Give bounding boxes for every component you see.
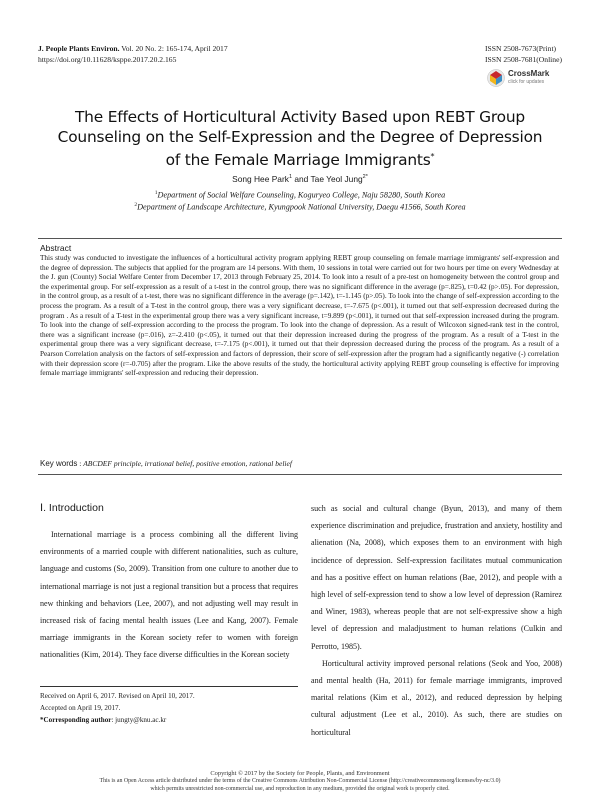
affiliation-2-text: Department of Landscape Architecture, Kyungpook National University, Daegu 41566, South Korea	[137, 202, 466, 212]
intro-paragraph-3: Horticultural activity improved personal relations (Seok and Yoo, 2008) and mental health (Ha, 2011) for female marriage immigrants, improved marital relations (Kim et al., 2012), and reduced depression by helping cultural adjustment (Lee et al., 2010). As such, there are studies on horticultural	[311, 658, 562, 737]
corresponding-label: *Corresponding author	[40, 716, 112, 724]
keywords-separator: :	[77, 459, 84, 468]
article-notes	[40, 690, 298, 726]
page-footer	[40, 770, 560, 793]
affiliation-1-text: Department of Social Welfare Counseling, Koguryeo College, Naju 58280, South Korea	[157, 190, 446, 200]
crossmark-sub: click for updates	[508, 79, 545, 85]
doi-link[interactable]: https://doi.org/10.11628/ksppe.2017.20.2.165	[38, 54, 177, 64]
license-line-2: which permits unrestricted non-commercial use, and reproduction in any medium, provided the original work is properly cited.	[150, 785, 450, 792]
intro-right-column	[311, 500, 562, 741]
crossmark-badge[interactable]	[487, 67, 557, 89]
affiliation-2	[40, 202, 560, 212]
keywords-label: Key words	[40, 459, 78, 468]
intro-paragraph-1: International marriage is a process combining all the different living environments of a married couple with different nationalities, such as culture, language and customs (So, 2009). Transition from one culture to another due to international marriage is not just a regional transition but a process that requires new thinking and behaviors (Lee, 2007), and not adjusting well may result in increased risk of facing mental health issues (Lee and Kang, 2007). Female marriage immigrants in the Korean society refer to women with foreign nationalities (Kim, 2014). They face diverse difficulties in the Korean society	[40, 530, 298, 660]
journal-volume: Vol. 20 No. 2: 165-174, April 2017	[119, 44, 228, 53]
accepted-date: Accepted on April 19, 2017.	[40, 704, 121, 712]
abstract-text: This study was conducted to investigate the influences of a horticultural activity program applying REBT group counseling on female marriage immigrants' self-expression and the degree of depression. The subjects that applied for the program are 14 persons. With them, 10 sessions in total were carried out for two hours per time on every Wednesday at the J. gun (County) Social Welfare Center from December 17, 2013 through February 25, 2014. To look into a result of a pre-test on homogeneity between the control group and the experimental group. For self-expression as a result of a t-test in the control group, there was no significant difference in the average (p=.825), t=0.42 (p>.05). For depression, in the control group, as a result of a t-test, there was no significant difference in the average (p=.142), t=-1.145 (p>.05). To look into the change of self-expression according to the process the program. As a result of a T-test in the control group, there was a very significant decrease, t=-7.675 (p<.001), it turned out that self-expression decreased during the program . As a result of a T-test in the experimental group there was a very significant increase, t=9.899 (p<.001), it turned out that self-expression increased during the program. To look into the change of self-expression according to the process the program. To look into the change of depression. As a result of Wilcoxon signed-rank test in the control, there was a significant increase (p=.016), z=-2.410 (p<.05), it turned out that their depression increased during the progress of the program. As a result of a T-test in the experimental group there was a very significant decrease, t=-7.175 (p<.001), it turned out that their depression decreased during the process of the program. As a result of a Pearson Correlation analysis on the factors of self-expression and factors of depression, their score of self-expression after the program had a significantly negative (-) correlation with their depression score (r=-0.705) after the program. Like the above results of the study, the horticultural activity applying REBT group counseling is effective for improving female marriage immigrants' self-expression and reducing their depression.	[40, 254, 559, 378]
issn-block	[485, 44, 562, 65]
title-line-3: of the Female Marriage Immigrants	[165, 151, 431, 170]
issn-online: ISSN 2508-7681(Online)	[485, 54, 562, 64]
author-2-sup: 2*	[362, 174, 368, 181]
copyright-notice: Copyright © 2017 by the Society for People, Plants, and Environment	[210, 770, 390, 777]
affiliation-2-sup: 2	[134, 202, 138, 208]
author-1-sup: 1	[288, 174, 292, 181]
title-marker: *	[430, 152, 435, 161]
section-heading-introduction: Ⅰ. Introduction	[40, 502, 104, 514]
license-line-1: This is an Open Access article distributed under the terms of the Creative Commons Attribution Non-Commercial License (http://creativecommonsorg/licenses/by-nc/3.0)	[99, 777, 501, 784]
notes-rule	[40, 686, 298, 687]
affiliation-1	[40, 190, 560, 200]
affiliation-1-sup: 1	[154, 190, 158, 196]
crossmark-icon	[487, 69, 505, 87]
intro-left-column	[40, 526, 298, 664]
received-date: Received on April 6, 2017. Revised on April 10, 2017.	[40, 692, 195, 700]
issn-print: ISSN 2508-7673(Print)	[485, 44, 557, 53]
article-title	[40, 107, 560, 170]
journal-name: J. People Plants Environ.	[38, 44, 120, 53]
journal-citation	[38, 44, 228, 65]
abstract-bottom-rule	[38, 474, 562, 475]
author-list	[40, 174, 560, 184]
abstract-top-rule	[38, 238, 562, 239]
title-line-2: Counseling on the Self-Expression and the Degree of Depression	[57, 128, 543, 146]
intro-paragraph-2: such as social and cultural change (Byun, 2013), and many of them experience discrimination and prejudice, frustration and anxiety, hostility and alienation (Na, 2008), which exposes them to an environment with high incidence of depression. Self-expression facilitates mutual communication and has a positive effect on human relations (Bae, 2012), and people with a high level of self-expression tend to show a low level of depression (Ramirez and Winer, 1983), whereas people that are not self-expressive show a high level of depression and maladjustment to human relations (Culkin and Perrotto, 1985).	[311, 504, 562, 651]
author-1: Song Hee Park	[232, 174, 289, 184]
title-line-1: The Effects of Horticultural Activity Based upon REBT Group	[74, 108, 526, 126]
keywords	[40, 459, 292, 468]
crossmark-label: CrossMark	[508, 69, 550, 78]
author-conjunction: and	[292, 174, 311, 184]
corresponding-email[interactable]: : jungty@knu.ac.kr	[111, 716, 167, 724]
author-2: Tae Yeol Jung	[310, 174, 363, 184]
keywords-value: ABCDEF principle, irrational belief, positive emotion, rational belief	[83, 459, 292, 468]
abstract-heading: Abstract	[40, 243, 72, 253]
